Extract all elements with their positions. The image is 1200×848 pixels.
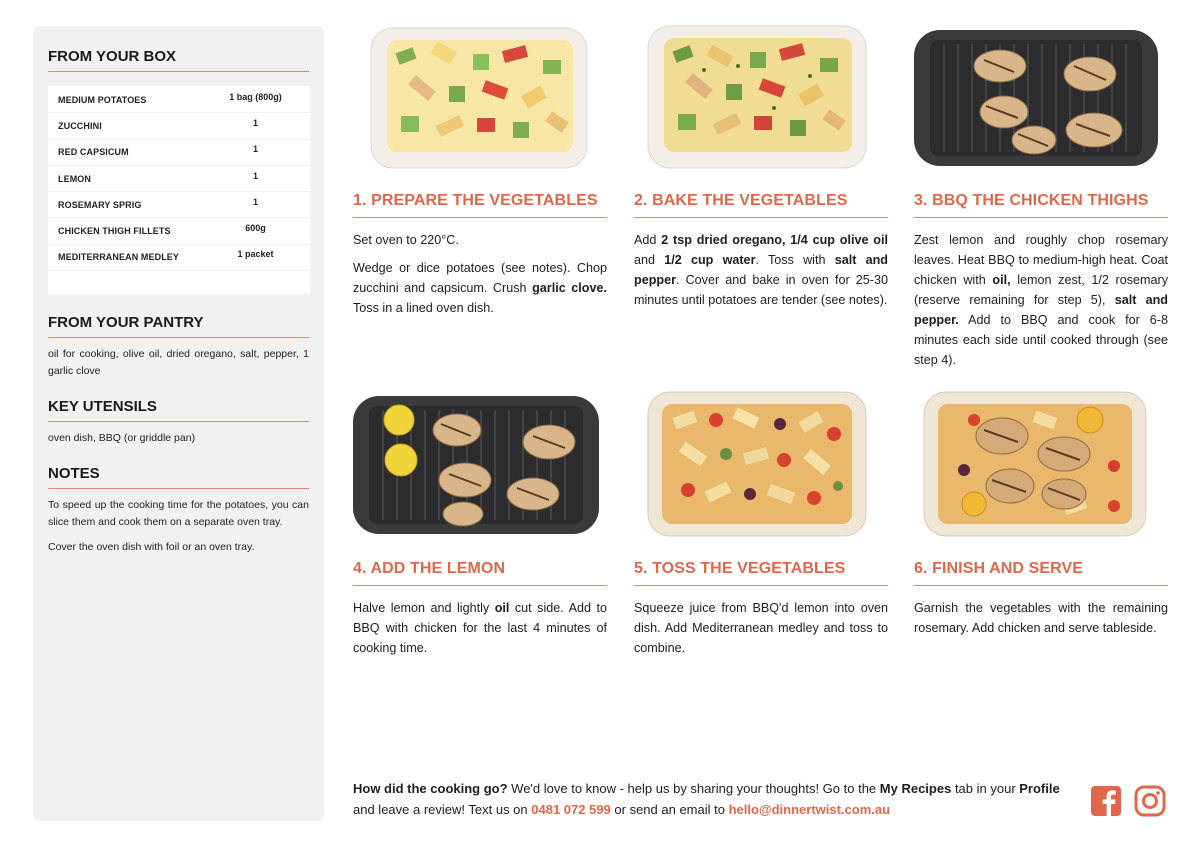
step-2-photo bbox=[634, 20, 888, 168]
footer-question: How did the cooking go? bbox=[353, 781, 508, 796]
step-4-title: 4. ADD THE LEMON bbox=[353, 560, 607, 586]
facebook-icon[interactable] bbox=[1090, 785, 1122, 817]
step-2 bbox=[634, 20, 888, 310]
table-row bbox=[48, 87, 310, 113]
box-ingredients-table bbox=[48, 86, 310, 294]
text-span: . Toss with bbox=[755, 253, 835, 267]
step-3 bbox=[914, 20, 1168, 370]
ingredient-name: ROSEMARY SPRIG bbox=[58, 199, 142, 210]
ingredient-qty: 1 bbox=[252, 144, 258, 155]
text-span: Zest lemon and roughly chop rosemary leaves. Heat BBQ to medium-high heat. Coat chicken with bbox=[914, 233, 1168, 287]
sidebar bbox=[33, 26, 324, 821]
ingredient-qty: 1 bbox=[252, 196, 258, 207]
step-6 bbox=[914, 390, 1168, 638]
step-2-body bbox=[634, 230, 888, 310]
phone-link[interactable]: 0481 072 599 bbox=[531, 802, 611, 817]
text-span: . Cover and bake in oven for 25-30 minutes until potatoes are tender (see notes). bbox=[634, 273, 888, 307]
email-link[interactable]: hello@dinnertwist.com.au bbox=[728, 802, 891, 817]
note-item: Cover the oven dish with foil or an oven tray. bbox=[48, 541, 255, 553]
utensils-text: oven dish, BBQ (or griddle pan) bbox=[48, 432, 196, 444]
review-footer bbox=[353, 778, 1073, 820]
instagram-icon[interactable] bbox=[1134, 785, 1166, 817]
bbq-chicken-image bbox=[914, 20, 1168, 172]
step-6-text: Garnish the vegetables with the remaining rosemary. Add chicken and serve tableside. bbox=[914, 601, 1168, 635]
step-1-title: 1. PREPARE THE VEGETABLES bbox=[353, 192, 607, 218]
ingredient-qty: 1 bag (800g) bbox=[229, 91, 282, 102]
ingredient-qty: 1 bbox=[252, 170, 258, 181]
text-span: cut side. Add to BBQ with chicken for the last 4 minutes of cooking time. bbox=[353, 601, 607, 655]
table-row bbox=[48, 140, 310, 166]
step-3-photo bbox=[914, 20, 1168, 168]
step-5-text: Squeeze juice from BBQ'd lemon into oven dish. Add Mediterranean medley and toss to combine. bbox=[634, 601, 888, 655]
footer-text: We'd love to know - help us by sharing your thoughts! Go to the bbox=[507, 781, 880, 796]
utensils-title: KEY UTENSILS bbox=[48, 398, 309, 422]
oven-dish-seasoned-vegetables-image bbox=[634, 20, 888, 172]
step-1-body bbox=[353, 230, 607, 318]
step-3-text bbox=[914, 230, 1168, 370]
ingredient-name: RED CAPSICUM bbox=[58, 147, 129, 158]
pantry-text: oil for cooking, olive oil, dried oregano, salt, pepper, 1 garlic clove bbox=[48, 348, 309, 377]
roasted-vegetables-image bbox=[634, 390, 888, 538]
step-6-body bbox=[914, 598, 1168, 638]
text-span: Halve lemon and lightly bbox=[353, 601, 495, 615]
ingredient-qty: 1 packet bbox=[237, 249, 274, 260]
step-5-body bbox=[634, 598, 888, 658]
box-title: FROM YOUR BOX bbox=[48, 48, 309, 72]
text-bold: oil bbox=[494, 601, 510, 615]
step-6-title: 6. FINISH AND SERVE bbox=[914, 560, 1168, 586]
table-row bbox=[48, 113, 310, 139]
text-bold: oil, bbox=[992, 273, 1011, 287]
ingredient-name: CHICKEN THIGH FILLETS bbox=[58, 226, 171, 237]
step-1-photo bbox=[353, 20, 607, 168]
note-item: To speed up the cooking time for the potatoes, you can slice them and cook them on a separate oven tray. bbox=[48, 499, 309, 528]
text-span: Add bbox=[634, 233, 662, 247]
table-row bbox=[48, 166, 310, 192]
text-span: and bbox=[634, 253, 665, 267]
footer-text: or send an email to bbox=[610, 802, 729, 817]
table-row bbox=[48, 245, 310, 271]
step-1-text bbox=[353, 258, 607, 318]
text-bold: 1/2 cup water bbox=[664, 253, 756, 267]
ingredient-name: LEMON bbox=[58, 173, 91, 184]
step-4-photo bbox=[353, 390, 607, 538]
ingredient-qty: 600g bbox=[245, 223, 266, 234]
oven-dish-raw-vegetables-image bbox=[353, 20, 607, 172]
ingredient-name: ZUCCHINI bbox=[58, 120, 102, 131]
pantry-title: FROM YOUR PANTRY bbox=[48, 314, 309, 338]
text-span: Toss in a lined oven dish. bbox=[353, 301, 494, 315]
notes-title: NOTES bbox=[48, 465, 309, 489]
step-3-title: 3. BBQ THE CHICKEN THIGHS bbox=[914, 192, 1168, 218]
step-2-title: 2. BAKE THE VEGETABLES bbox=[634, 192, 888, 218]
text-span: Wedge or dice potatoes (see notes). Chop zucchini and capsicum. Crush bbox=[353, 261, 607, 295]
step-5-photo bbox=[634, 390, 888, 538]
step-2-text bbox=[634, 230, 888, 310]
text-bold: garlic clove. bbox=[532, 281, 607, 295]
ingredient-name: MEDITERRANEAN MEDLEY bbox=[58, 252, 180, 263]
text-bold: salt and pepper bbox=[634, 253, 888, 287]
step-5 bbox=[634, 390, 888, 658]
ingredient-qty: 1 bbox=[252, 117, 258, 128]
ingredient-name: MEDIUM POTATOES bbox=[58, 94, 147, 105]
bbq-chicken-lemon-image bbox=[353, 390, 607, 538]
step-1 bbox=[353, 20, 607, 318]
step-3-body bbox=[914, 230, 1168, 370]
text-span: lemon zest, 1/2 rosemary (reserve remaining for step 5), bbox=[914, 273, 1168, 307]
footer-text: and leave a review! Text us on bbox=[353, 802, 532, 817]
step-1-text: Set oven to 220°C. bbox=[353, 233, 459, 247]
text-span: Add to BBQ and cook for 6-8 minutes each side until cooked through (see step 4). bbox=[914, 313, 1168, 367]
step-5-title: 5. TOSS THE VEGETABLES bbox=[634, 560, 888, 586]
text-bold: 2 tsp dried oregano, 1/4 cup olive oil bbox=[661, 233, 888, 247]
text-bold: salt and pepper. bbox=[914, 293, 1168, 327]
finished-dish-image bbox=[914, 390, 1168, 538]
step-4-text bbox=[353, 598, 607, 658]
table-row bbox=[48, 192, 310, 218]
step-4 bbox=[353, 390, 607, 658]
step-4-body bbox=[353, 598, 607, 658]
my-recipes-link[interactable]: My Recipes bbox=[879, 781, 952, 796]
footer-text: tab in your bbox=[951, 781, 1020, 796]
profile-link[interactable]: Profile bbox=[1019, 781, 1060, 796]
table-row bbox=[48, 218, 310, 244]
step-6-photo bbox=[914, 390, 1168, 538]
